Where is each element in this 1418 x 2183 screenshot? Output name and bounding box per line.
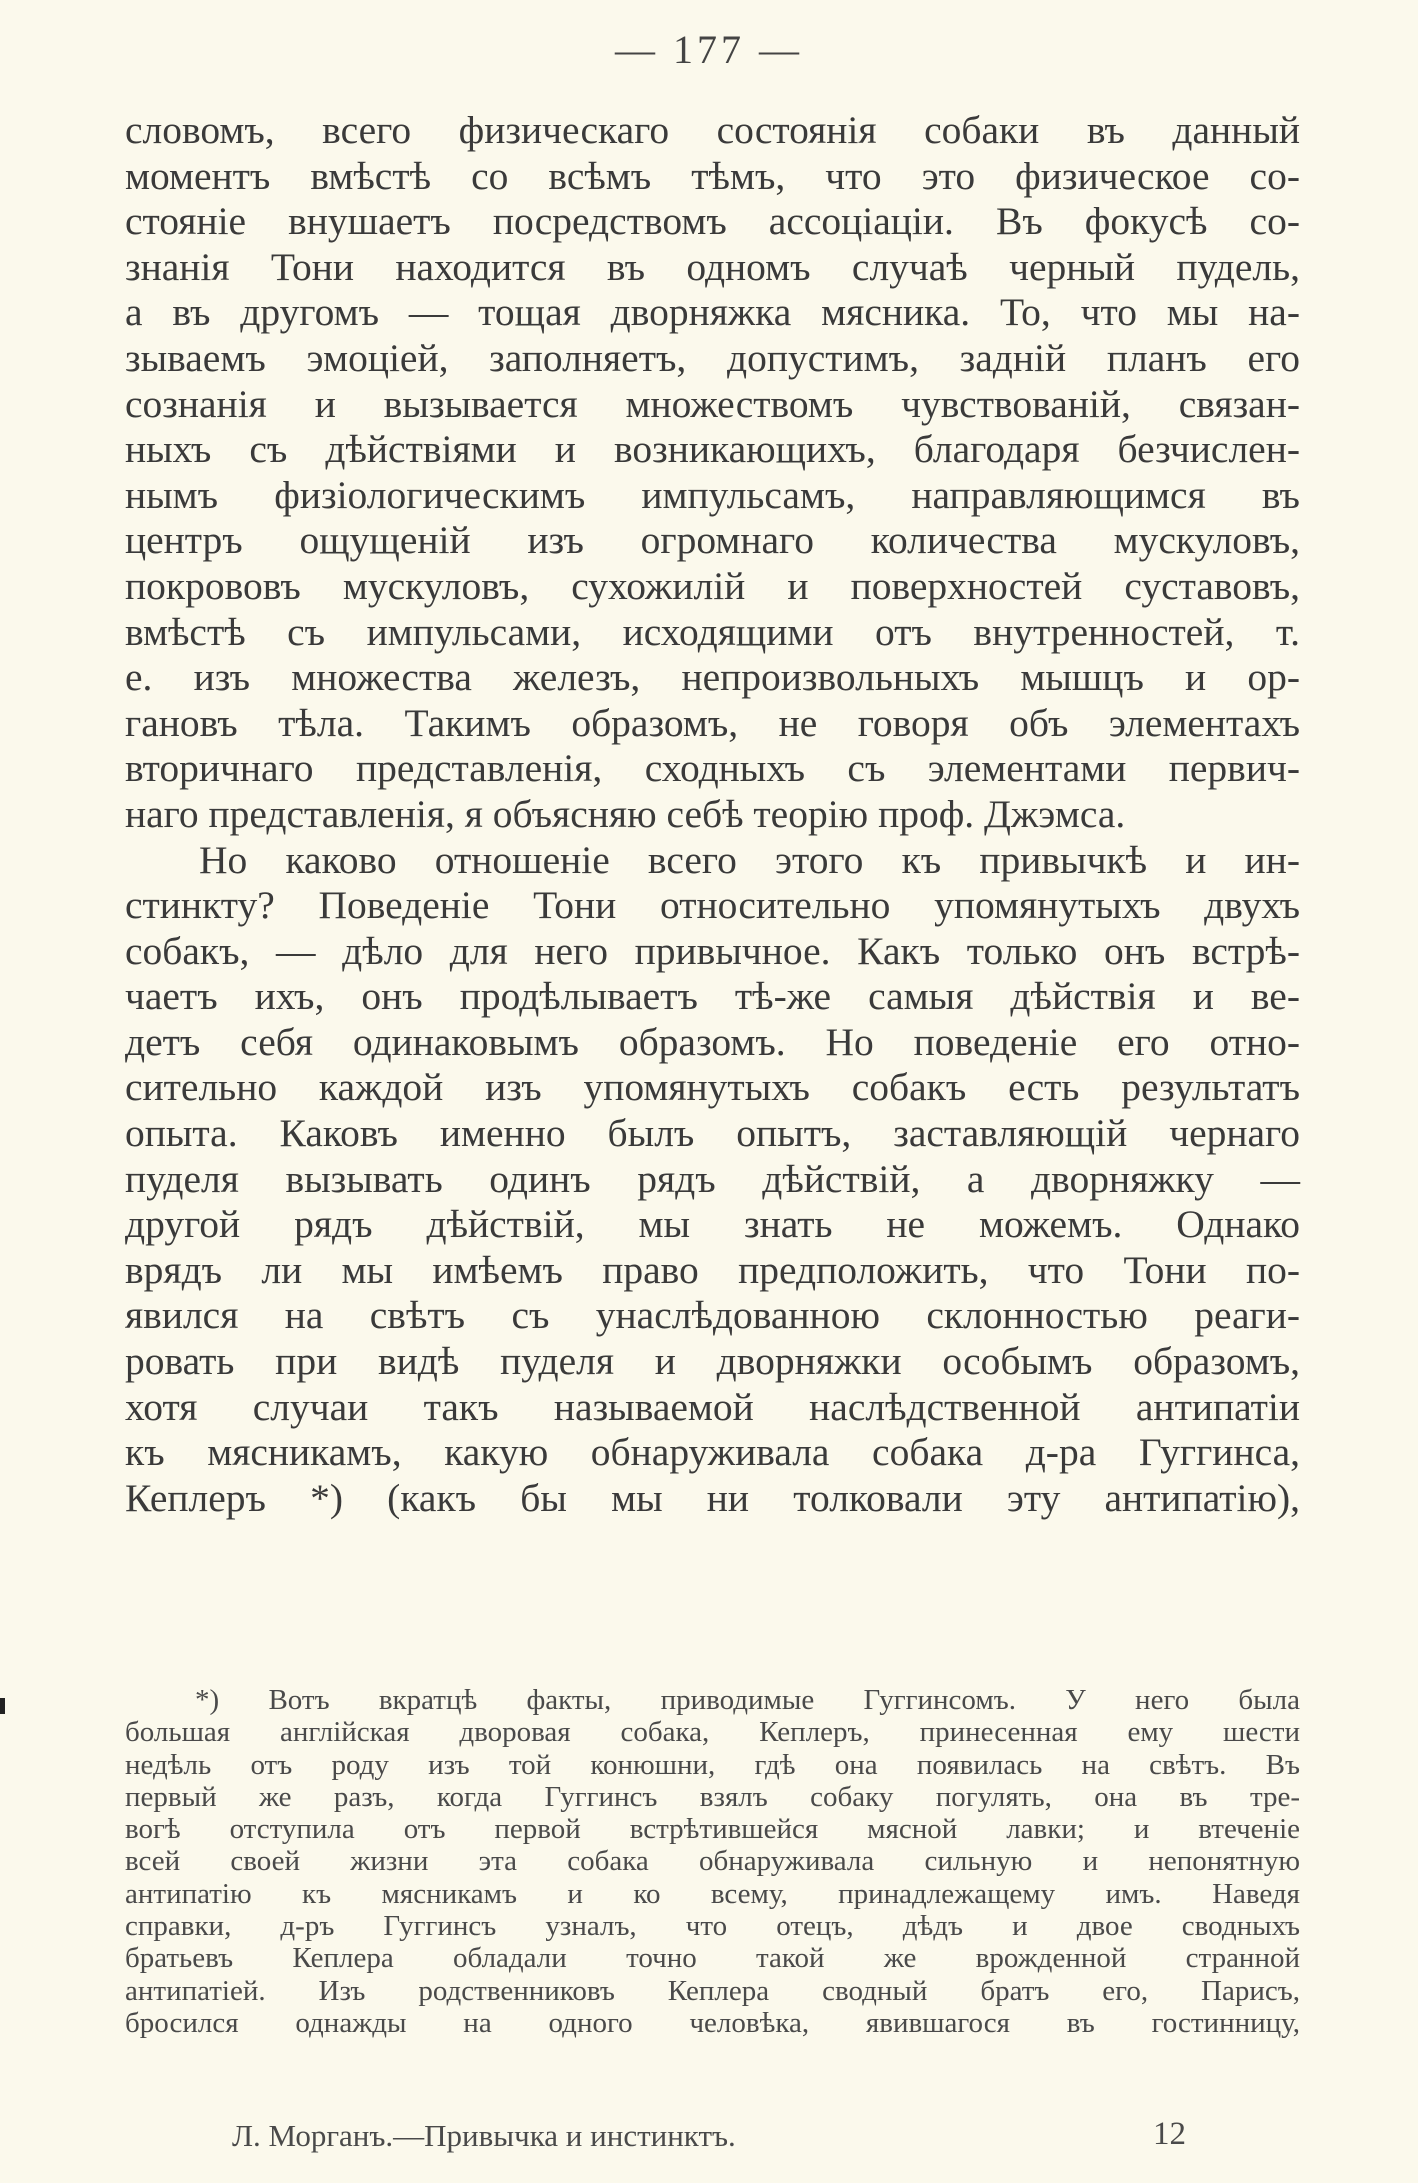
text-line: ныхъ съ дѣйствіями и возникающихъ, благодаря безчислен- bbox=[125, 427, 1300, 472]
footnote-line: недѣль отъ роду изъ той конюшни, гдѣ она появилась на свѣтъ. Въ bbox=[125, 1748, 1300, 1781]
text-line: другой рядъ дѣйствій, мы знать не можемъ. Однако bbox=[125, 1202, 1300, 1247]
text-line: словомъ, всего физическаго состоянія собаки въ данный bbox=[125, 108, 1300, 152]
text-line: собакъ, — дѣло для него привычное. Какъ только онъ встрѣ- bbox=[125, 928, 1300, 973]
text-line: гановъ тѣла. Такимъ образомъ, не говоря объ элементахъ bbox=[125, 700, 1300, 745]
text-line: Кеплеръ *) (какъ бы мы ни толковали эту антипатію), bbox=[125, 1475, 1300, 1520]
footnote-line: всей своей жизни эта собака обнаруживала сильную и непонятную bbox=[125, 1845, 1300, 1878]
footnote-line: *) Вотъ вкратцѣ факты, приводимые Гуггинсомъ. У него была bbox=[195, 1684, 1300, 1716]
footnote-line: братьевъ Кеплера обладали точно такой же врожденной странной bbox=[125, 1942, 1300, 1975]
text-line: наго представленія, я объясняю себѣ теорію проф. Джэмса. bbox=[125, 791, 1126, 836]
text-line: пуделя вызывать одинъ рядъ дѣйствій, а дворняжку — bbox=[125, 1156, 1300, 1201]
text-line: вторичнаго представленія, сходныхъ съ элементами первич- bbox=[125, 746, 1300, 791]
text-line: сознанія и вызывается множествомъ чувствованій, связан- bbox=[125, 381, 1300, 426]
footnote-line: первый же разъ, когда Гуггинсъ взялъ собаку погулять, она въ тре- bbox=[125, 1780, 1300, 1813]
text-line: нымъ физіологическимъ импульсамъ, направляющимся въ bbox=[125, 472, 1300, 517]
text-line: хотя случаи такъ называемой наслѣдственной антипатіи bbox=[125, 1384, 1300, 1429]
footnote bbox=[125, 1684, 1300, 2039]
page-number: — 177 — bbox=[615, 27, 803, 72]
text-line: ровать при видѣ пуделя и дворняжки особымъ образомъ, bbox=[125, 1339, 1300, 1384]
text-line: врядъ ли мы имѣемъ право предположить, что Тони по- bbox=[125, 1247, 1300, 1292]
paragraph-first-line: Но каково отношеніе всего этого къ привычкѣ и ин- bbox=[199, 837, 1300, 882]
text-line: къ мясникамъ, какую обнаруживала собака д-ра Гуггинса, bbox=[125, 1430, 1300, 1475]
margin-mark bbox=[0, 1698, 5, 1714]
text-line: детъ себя одинаковымъ образомъ. Но поведеніе его отно- bbox=[125, 1019, 1300, 1064]
text-line: е. изъ множества железъ, непроизвольныхъ мышцъ и ор- bbox=[125, 655, 1300, 700]
text-line: опыта. Каковъ именно былъ опытъ, заставляющій чернаго bbox=[125, 1111, 1300, 1156]
text-line: явился на свѣтъ съ унаслѣдованною склонностью реаги- bbox=[125, 1293, 1300, 1338]
sheet-number: 12 bbox=[1153, 2116, 1186, 2152]
text-line: центръ ощущеній изъ огромнаго количества мускуловъ, bbox=[125, 518, 1300, 563]
footnote-line: вогѣ отступила отъ первой встрѣтившейся мясной лавки; и втеченіе bbox=[125, 1813, 1300, 1846]
footnote-line: антипатію къ мясникамъ и ко всему, принадлежащему имъ. Наведя bbox=[125, 1877, 1300, 1910]
text-line: а въ другомъ — тощая дворняжка мясника. То, что мы на- bbox=[125, 290, 1300, 335]
footnote-line: справки, д-ръ Гуггинсъ узналъ, что отецъ, дѣдъ и двое сводныхъ bbox=[125, 1910, 1300, 1943]
text-line: знанія Тони находится въ одномъ случаѣ черный пудель, bbox=[125, 244, 1300, 289]
text-line: чаетъ ихъ, онъ продѣлываетъ тѣ-же самыя дѣйствія и ве- bbox=[125, 974, 1300, 1019]
text-line: вмѣстѣ съ импульсами, исходящими отъ внутренностей, т. bbox=[125, 609, 1300, 654]
signature-line: Л. Морганъ.—Привычка и инстинктъ. bbox=[232, 2118, 736, 2153]
footnote-line: бросился однажды на одного человѣка, явившагося въ гостинницу, bbox=[125, 2006, 1300, 2039]
text-line: стинкту? Поведеніе Тони относительно упомянутыхъ двухъ bbox=[125, 883, 1300, 928]
text-line: зываемъ эмоціей, заполняетъ, допустимъ, задній планъ его bbox=[125, 335, 1300, 380]
footnote-line: антипатіей. Изъ родственниковъ Кеплера сводный братъ его, Парисъ, bbox=[125, 1974, 1300, 2007]
footnote-line: большая англійская дворовая собака, Кеплеръ, принесенная ему шести bbox=[125, 1716, 1300, 1749]
text-line: стояніе внушаетъ посредствомъ ассоціаціи. Въ фокусѣ со- bbox=[125, 199, 1300, 244]
text-line: моментъ вмѣстѣ со всѣмъ тѣмъ, что это физическое со- bbox=[125, 153, 1300, 198]
text-line: сительно каждой изъ упомянутыхъ собакъ есть результатъ bbox=[125, 1065, 1300, 1110]
text-line: покрововъ мускуловъ, сухожилій и поверхностей суставовъ, bbox=[125, 563, 1300, 608]
main-text bbox=[125, 108, 1300, 1521]
